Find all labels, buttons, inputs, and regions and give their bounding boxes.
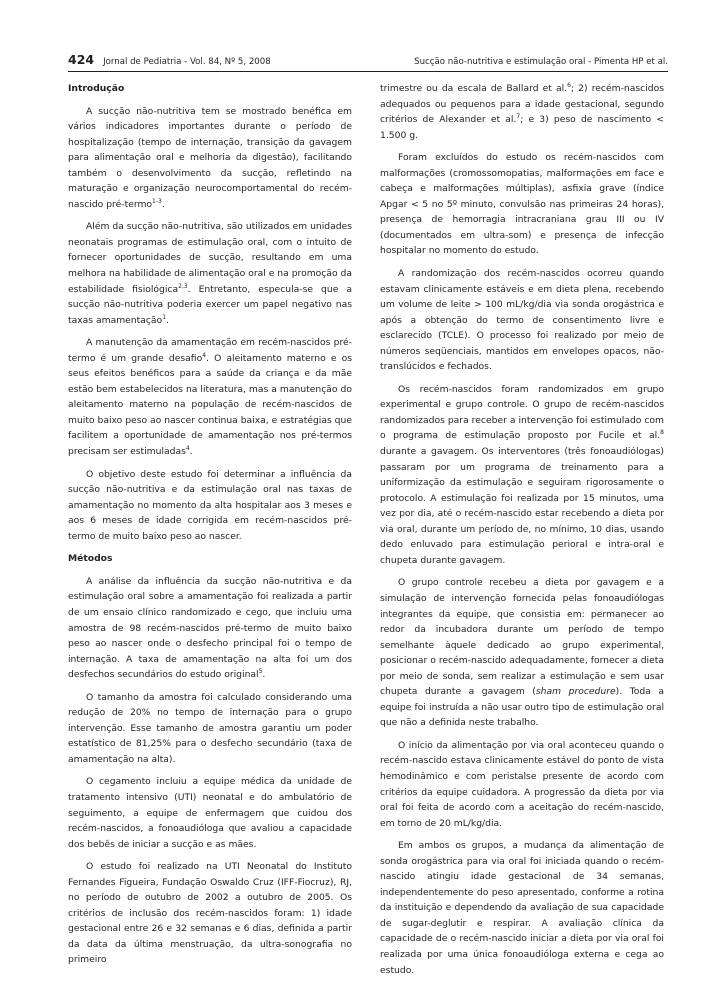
section-heading-metodos: Métodos (68, 553, 113, 565)
citation-ref: 2,3 (178, 282, 188, 290)
paragraph: O objetivo deste estudo foi determinar a influência da sucção não-nutritiva e da estimulação oral nas taxas de amamentação no momento da alta hospitalar aos 3 meses e aos 6 meses de idade corrigida em recém-nascidos pré-termo de muito baixo peso ao nascer. (68, 468, 352, 542)
journal-citation: Jornal de Pediatria - Vol. 84, Nº 5, 2008 (103, 57, 271, 67)
paragraph: O início da alimentação por via oral aconteceu quando o recém-nascido estava clinicamente estável do ponto de vista hemodinâmico e com peristalse presente de acordo com critérios da equipe cuidadora. A progressão da dieta por via oral foi feita de acordo com a aceitação do recém-nascido, em torno de 20 mL/kg/dia. (380, 739, 664, 829)
italic-term: sham procedure (535, 686, 616, 698)
header-rule (68, 71, 668, 72)
paragraph: O estudo foi realizado na UTI Neonatal do Instituto Fernandes Figueira, Fundação Oswaldo Cruz (IFF-Fiocruz), RJ, no período de outubro de 2002 a outubro de 2005. Os critérios de inclusão dos recém-nascidos foram: 1) idade gestacional entre 26 e 32 semanas e 6 dias, definida a partir da data da última menstruação, da ultra-sonografia no primeiro (68, 861, 352, 966)
paragraph: A análise da influência da sucção não-nutritiva e da estimulação oral sobre a amamentação foi realizada a partir de um ensaio clínico randomizado e cego, que incluiu uma amostra de 98 recém-nascidos pré-termo de muito baixo peso ao nascer onde o desfecho principal foi o tempo de internação. A taxa de amamentação na alta foi um dos desfechos secundários do estudo original$^5$. (68, 575, 352, 681)
paragraph: O grupo controle recebeu a dieta por gavagem e a simulação de intervenção fornecida pelas fonoaudiólogas integrantes da equipe, que consistia em: permanecer ao redor da incubadora durante um período de tempo semelhante àquele dedicado ao grupo experimental, posicionar o recém-nascido adequadamente, fornecer a dieta por meio de sonda, sem realizar a estimulação e sem usar chupeta durante a gavagem (sham procedure). Toda a equipe foi instruída a não usar outro tipo de estimulação oral que não a definida neste trabalho. (380, 577, 664, 729)
paragraph: A manutenção da amamentação em recém-nascidos pré-termo é um grande desafio$^4$. O aleitamento materno e os seus efeitos benéficos para a saúde da criança e da mãe estão bem estabelecidos na literatura, mas a manutenção do aleitamento materno na população de recém-nascidos de muito baixo peso ao nascer continua baixa, e estratégias que facilitem a oportunidade de amamentação nos pré-termos precisam ser estimuladas$^4$. (68, 337, 352, 458)
paragraph: Os recém-nascidos foram randomizados em grupo experimental e grupo controle. O grupo de recém-nascidos randomizados para receber a intervenção foi estimulado com o programa de estimulação proposto por Fucile et al.$^8$ durante a gavagem. Os interventores (três fonoaudiólogas) passaram por um programa de treinamento para a uniformização da estimulação e seguiram rigorosamente o protocolo. A estimulação foi realizada por 15 minutos, uma vez por dia, até o recém-nascido estar recebendo a dieta por via oral, durante um período de, no mínimo, 10 dias, usando dedo enluvado para estimulação perioral e intra-oral e chupeta durante gavagem. (380, 383, 664, 566)
left-column (68, 81, 352, 975)
citation-ref: 1 (162, 313, 167, 321)
paragraph: Além da sucção não-nutritiva, são utilizados em unidades neonatais programas de estimulação oral, com o intuito de fornecer oportunidades de sucção, resultando em uma melhora na habilidade de alimentação oral e na promoção da estabilidade fisiológica$^{2,3}$. Entretanto, especula-se que a sucção não-nutritiva poderia exercer um papel negativo nas taxas amamentação$^1$. (68, 221, 353, 326)
paragraph: A sucção não-nutritiva tem se mostrado benéfica em vários indicadores importantes durante o período de hospitalização (tempo de internação, transição da gavagem para alimentação oral e melhoria da digestão), facilitando também o desenvolvimento da sucção, refletindo na maturação e organização neurocomportamental do recém-nascido pré-termo$^{1-3}$. (68, 105, 352, 210)
paragraph: Em ambos os grupos, a mudança da alimentação de sonda orogástrica para via oral foi iniciada quando o recém-nascido atingiu idade gestacional de 34 semanas, independentemente do peso apresentado, conforme a rotina da instituição e dependendo da avaliação de sua capacidade de sugar-deglutir e respirar. A avaliação clínica da capacidade de o recém-nascido iniciar a dieta por via oral foi realizada por uma única fonoaudióloga externa e cega ao estudo. (380, 840, 664, 976)
citation-ref: 6 (567, 81, 571, 89)
right-column (380, 81, 664, 985)
running-header (68, 52, 668, 72)
page-number: 424 (68, 52, 95, 67)
citation-ref: 8 (660, 429, 664, 437)
running-title: Sucção não-nutritiva e estimulação oral - Pimenta HP et al. (414, 57, 668, 67)
paragraph: trimestre ou da escala de Ballard et al.$^6$; 2) recém-nascidos adequados ou pequenos para a idade gestacional, segundo critérios de Alexander et al.$^7$; e 3) peso de nascimento < 1.500 g. (380, 81, 664, 141)
paragraph: O tamanho da amostra foi calculado considerando uma redução de 20% no tempo de internação para o grupo intervenção. Esse tamanho de amostra garantiu um poder estatístico de 81,25% para o desfecho secundário (taxa de amamentação na alta). (68, 691, 352, 765)
citation-ref: 7 (516, 113, 521, 121)
citation-ref: 5 (258, 668, 263, 676)
paragraph: O cegamento incluiu a equipe médica da unidade de tratamento intensivo (UTI) neonatal e do ambulatório de seguimento, a equipe de enfermagem que cuidou dos recém-nascidos, a fonoaudióloga que avaliou a capacidade dos bebês de iniciar a sucção e as mães. (68, 776, 352, 850)
section-heading-introducao: Introdução (68, 83, 125, 94)
citation-ref: 1-3 (152, 197, 162, 205)
paragraph: A randomização dos recém-nascidos ocorreu quando estavam clinicamente estáveis e em dieta plena, recebendo um volume de leite > 100 mL/kg/dia via sonda orogástrica e após a obtenção do termo de consentimento livre e esclarecido (TCLE). O processo foi realizado por meio de números seqüenciais, mantidos em envelopes opacos, não-translúcidos e fechados. (380, 268, 664, 373)
citation-ref: 4 (202, 351, 207, 359)
paragraph: Foram excluídos do estudo os recém-nascidos com malformações (cromossomopatias, malformações em face e cabeça e malformações múltiplas), asfixia grave (índice Apgar < 5 no 5º minuto, convulsão nas primeiras 24 horas), presença de hemorragia intracraniana grau III ou IV (documentados em ultra-som) e presença de infecção hospitalar no momento do estudo. (380, 152, 664, 257)
citation-ref: 4 (185, 444, 190, 452)
